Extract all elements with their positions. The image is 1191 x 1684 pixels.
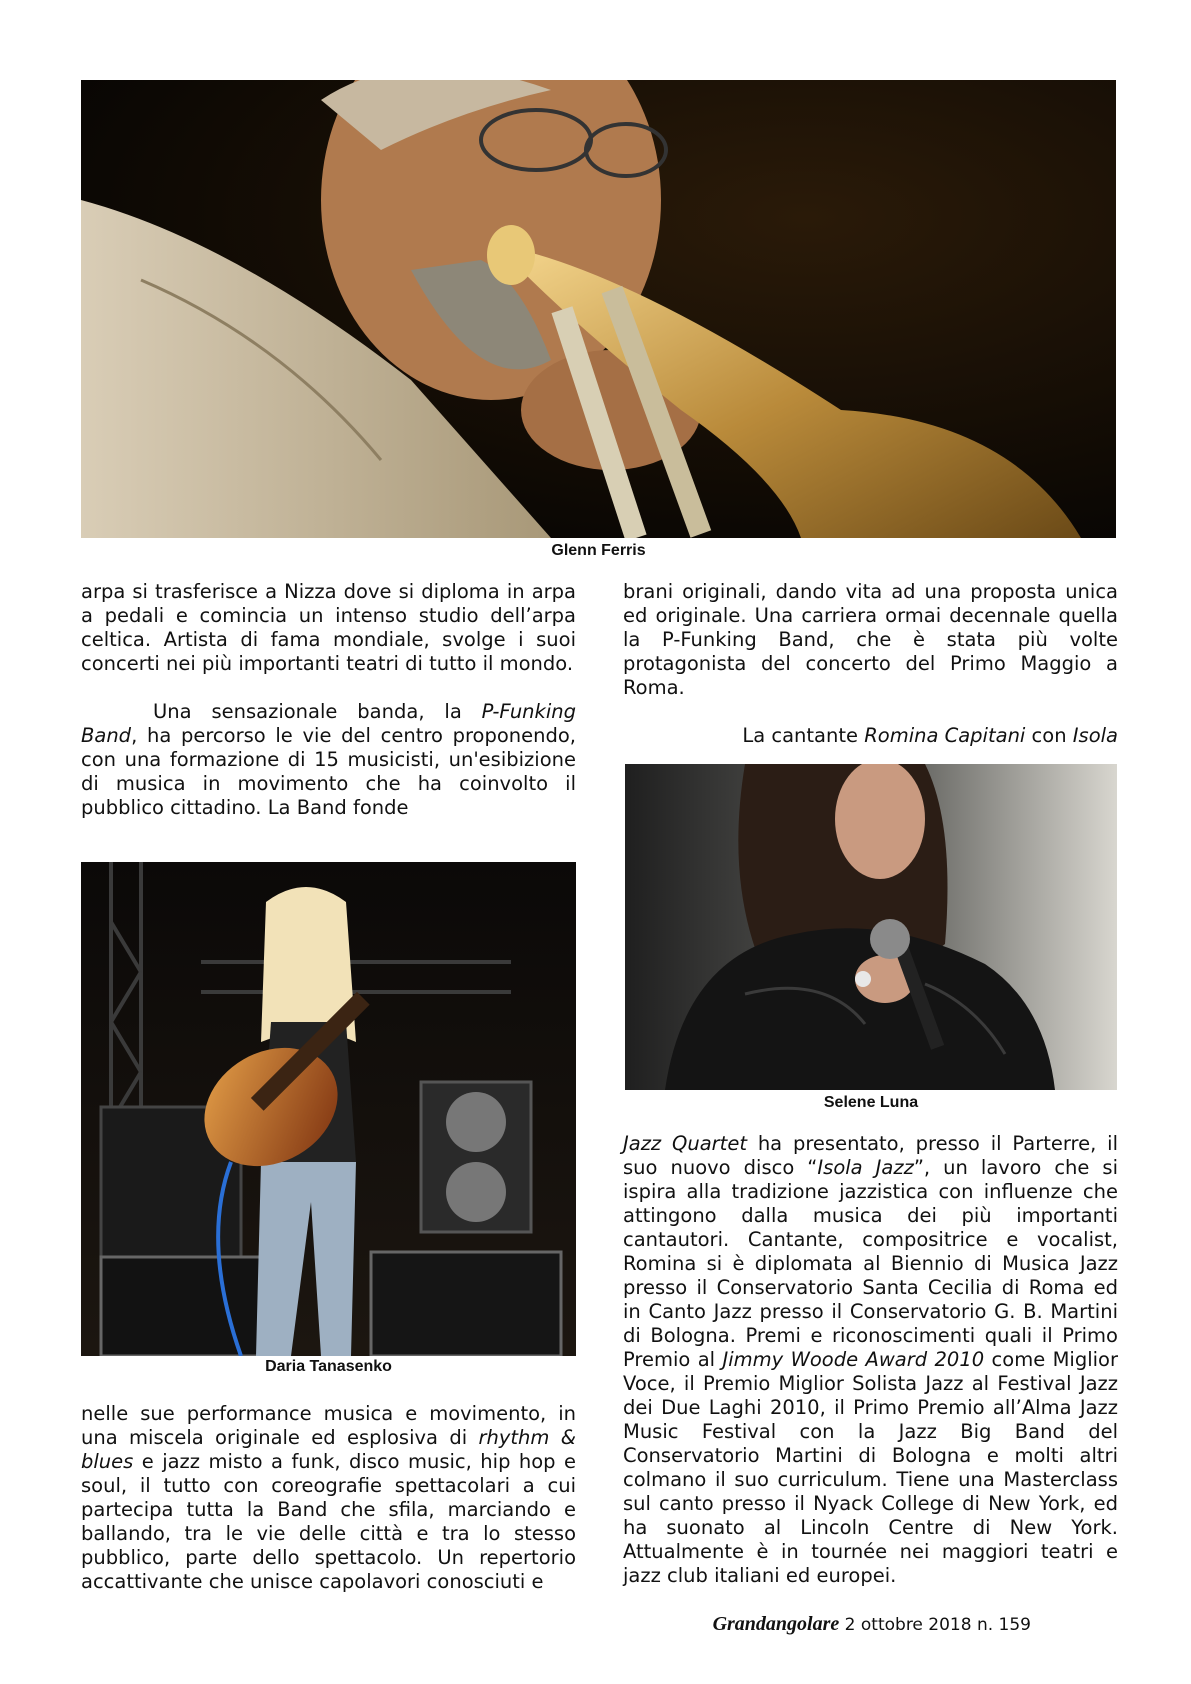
photo-selene-luna bbox=[625, 764, 1117, 1090]
paragraph: La cantante Romina Capitani con Isola bbox=[742, 724, 1118, 747]
paragraph: Una sensazionale banda, la P-Funking Band, ha percorso le vie del centro proponendo, con una formazione di 15 musicisti, un'esibizione di musica in movimento che ha coinvolto il pubblico cittadino. La Band fonde bbox=[81, 700, 576, 819]
text-column-right bbox=[623, 580, 1118, 748]
page-footer bbox=[713, 1613, 1031, 1636]
photo-glenn-ferris bbox=[81, 80, 1116, 538]
paragraph: brani originali, dando vita ad una proposta unica ed originale. Una carriera ormai decennale quella la P-Funking Band, che è stata più volte protagonista del concerto del Primo Maggio a Roma. bbox=[623, 580, 1118, 699]
text-column-left bbox=[81, 580, 576, 820]
photo-daria-tanasenko bbox=[81, 862, 576, 1356]
photo-caption-daria-tanasenko: Daria Tanasenko bbox=[265, 1358, 392, 1375]
text-column-left-bottom bbox=[81, 1402, 576, 1594]
magazine-name: Grandangolare bbox=[712, 1613, 840, 1635]
photo-caption-glenn-ferris: Glenn Ferris bbox=[551, 542, 646, 559]
issue-info: 2 ottobre 2018 n. 159 bbox=[839, 1615, 1031, 1635]
paragraph: Jazz Quartet ha presentato, presso il Parterre, il suo nuovo disco “Isola Jazz”, un lavoro che si ispira alla tradizione jazzistica con influenze che attingono dalla musica dei più importanti cantautori. Cantante, compositrice e vocalist, Romina si è diplomata al Biennio di Musica Jazz presso il Conservatorio Santa Cecilia di Roma ed in Canto Jazz presso il Conservatorio G. B. Martini di Bologna. Premi e riconoscimenti quali il Primo Premio al Jimmy Woode Award 2010 come Miglior Voce, il Premio Miglior Solista Jazz al Festival Jazz dei Due Laghi 2010, il Primo Premio all’Alma Jazz Music Festival con la Jazz Big Band del Conservatorio Martini di Bologna e molti altri colmano il suo curriculum. Tiene una Masterclass sul canto presso il Nyack College di New York, ed ha suonato al Lincoln Centre di New York. Attualmente è in tournée nei maggiori teatri e jazz club italiani ed europei. bbox=[623, 1132, 1119, 1587]
photo-caption-selene-luna: Selene Luna bbox=[823, 1094, 919, 1111]
paragraph: nelle sue performance musica e movimento, in una miscela originale ed esplosiva di rhythm & blues e jazz misto a funk, disco music, hip hop e soul, il tutto con coreografie spettacolari a cui partecipa tutta la Band che sfila, marciando e ballando, tra le vie delle città e tra lo stesso pubblico, parte dello spettacolo. Un repertorio accattivante che unisce capolavori conosciuti e bbox=[81, 1402, 576, 1593]
paragraph: arpa si trasferisce a Nizza dove si diploma in arpa a pedali e comincia un intenso studio dell’arpa celtica. Artista di fama mondiale, svolge i suoi concerti nei più importanti teatri di tutto il mondo. bbox=[81, 580, 576, 675]
text-column-right-bottom bbox=[623, 1132, 1118, 1588]
